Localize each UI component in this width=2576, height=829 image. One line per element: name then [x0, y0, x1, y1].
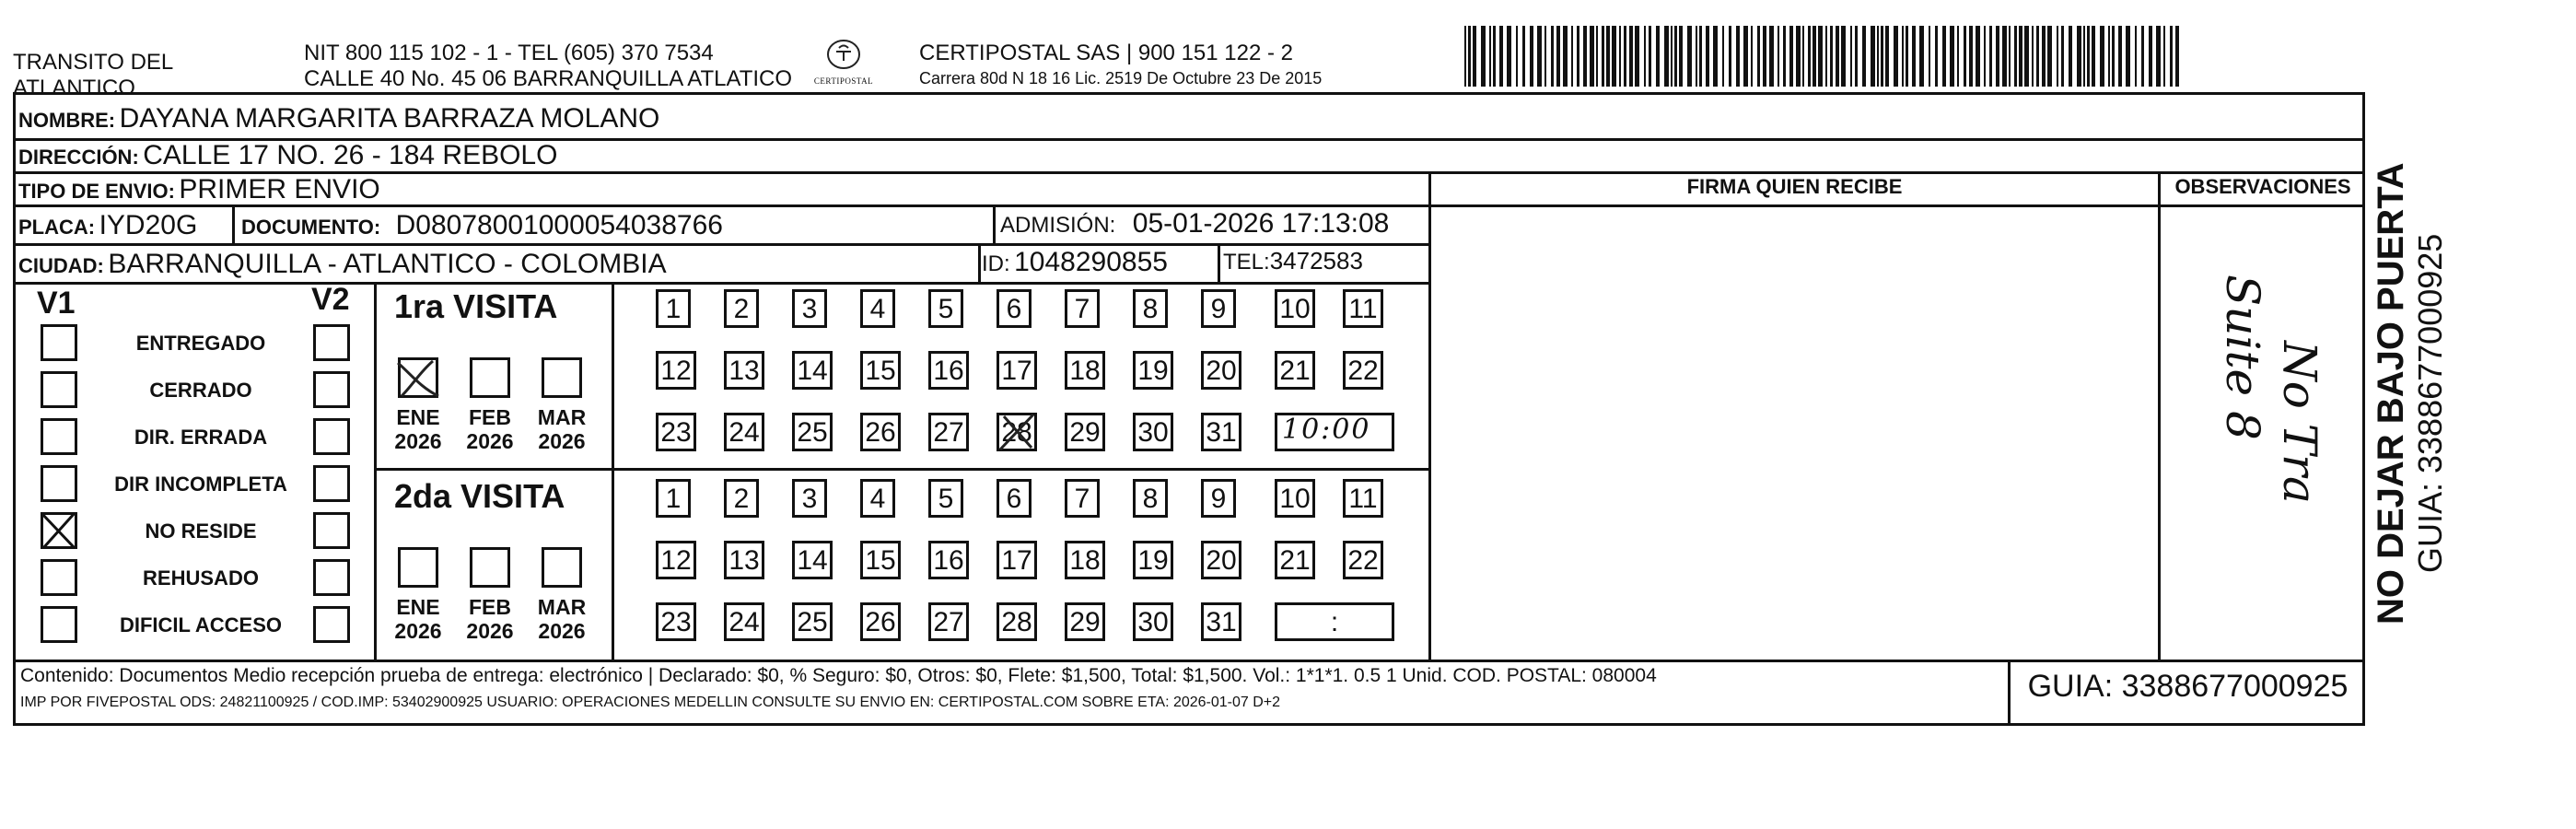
day-box[interactable]: 14: [792, 351, 833, 390]
day-box[interactable]: 5: [928, 479, 963, 518]
barcode-bar: [1950, 26, 1954, 87]
v1-checkbox[interactable]: [41, 371, 77, 408]
barcode-bar: [2141, 26, 2144, 87]
barcode-bar: [1862, 26, 1866, 87]
barcode-bar: [1674, 26, 1677, 87]
barcode-bar: [1493, 26, 1496, 87]
day-box[interactable]: 1: [656, 289, 691, 328]
barcode-bar: [1881, 26, 1883, 87]
barcode-bar: [2112, 26, 2115, 87]
documento-cell: [241, 210, 723, 241]
no-dejar-bajo-puerta: NO DEJAR BAJO PUERTA: [2371, 162, 2411, 625]
v1-checkbox[interactable]: [41, 324, 77, 361]
day-box[interactable]: 18: [1065, 541, 1105, 579]
barcode-bar: [1912, 26, 1916, 87]
barcode-bar: [1743, 26, 1748, 87]
v1-header: V1: [37, 286, 76, 321]
day-box[interactable]: 4: [860, 479, 895, 518]
barcode-bar: [2163, 26, 2165, 87]
barcode-bar: [1619, 26, 1621, 87]
barcode-bar: [1969, 26, 1973, 87]
day-box[interactable]: 12: [656, 541, 696, 579]
barcode-bar: [2032, 26, 2034, 87]
v1-checkbox[interactable]: [41, 606, 77, 643]
barcode-bar: [1537, 26, 1542, 87]
admision-value: 05-01-2026 17:13:08: [1132, 208, 1390, 239]
barcode-bar: [1902, 26, 1904, 87]
day-box[interactable]: 31: [1201, 602, 1241, 641]
barcode-bar: [1664, 26, 1669, 87]
barcode-bar: [1544, 26, 1546, 87]
documento-label: DOCUMENTO:: [241, 216, 381, 239]
barcode-bar: [1813, 26, 1816, 87]
id-label: ID:: [982, 251, 1010, 276]
barcode-bar: [1919, 26, 1924, 87]
day-box[interactable]: 2: [724, 289, 759, 328]
barcode-bar: [2149, 26, 2152, 87]
barcode-bar: [1699, 26, 1702, 87]
direccion-label: DIRECCIÓN:: [18, 146, 139, 169]
month-name: ENE: [396, 405, 440, 429]
day-box[interactable]: 9: [1201, 479, 1236, 518]
day-box[interactable]: 28: [997, 413, 1037, 451]
month-checkbox[interactable]: [542, 547, 582, 588]
day-box[interactable]: 22: [1343, 541, 1383, 579]
barcode-bar: [1629, 26, 1633, 87]
obs-handwrite-1: Suite 8: [2216, 274, 2269, 440]
status-label: NO RESIDE: [145, 520, 257, 543]
barcode-bar: [1877, 26, 1879, 87]
first-visit-title: 1ra VISITA: [394, 287, 558, 325]
day-box[interactable]: 29: [1065, 602, 1105, 641]
day-box[interactable]: 16: [928, 541, 969, 579]
direccion-row: [18, 140, 557, 171]
certipostal-logo-icon: [824, 37, 863, 72]
barcode-bar: [2170, 26, 2173, 87]
v1-checkbox[interactable]: [41, 512, 77, 549]
day-box[interactable]: 4: [860, 289, 895, 328]
day-box[interactable]: 24: [724, 602, 764, 641]
day-box[interactable]: 30: [1133, 602, 1173, 641]
barcode-bar: [2092, 26, 2095, 87]
month-year: 2026: [466, 619, 514, 643]
month-checkbox[interactable]: [542, 357, 582, 398]
barcode-bar: [1590, 26, 1594, 87]
barcode-bar: [1850, 26, 1852, 87]
id-value: 1048290855: [1014, 247, 1168, 277]
status-label: DIFICIL ACCESO: [119, 613, 282, 636]
barcode-bar: [1830, 26, 1833, 87]
day-box[interactable]: 6: [997, 479, 1032, 518]
barcode-bar: [1596, 26, 1598, 87]
handwritten-strike-28: [998, 411, 1035, 453]
org-line-1: TRANSITO DEL: [13, 50, 174, 75]
nit-line: NIT 800 115 102 - 1 - TEL (605) 370 7534: [304, 41, 714, 65]
v1-checkbox[interactable]: [41, 559, 77, 596]
month-year: 2026: [394, 619, 442, 643]
barcode-bar: [2036, 26, 2039, 87]
v2-checkbox[interactable]: [313, 465, 350, 502]
month-label: [534, 405, 589, 453]
barcode-bar: [1606, 26, 1610, 87]
barcode-bar: [1649, 26, 1651, 87]
month-name: ENE: [396, 595, 440, 619]
day-box[interactable]: 31: [1201, 413, 1241, 451]
barcode-bar: [1996, 26, 1999, 87]
month-year: 2026: [466, 429, 514, 453]
barcode-bar: [1841, 26, 1846, 87]
day-box[interactable]: 17: [997, 351, 1037, 390]
month-name: FEB: [469, 405, 511, 429]
status-label: DIR. ERRADA: [134, 426, 268, 449]
day-box[interactable]: 15: [860, 541, 901, 579]
tel-label: TEL:: [1223, 250, 1270, 274]
day-box[interactable]: 16: [928, 351, 969, 390]
barcode-bar: [1530, 26, 1533, 87]
barcode-bar: [1583, 26, 1587, 87]
day-box[interactable]: 6: [997, 289, 1032, 328]
day-box[interactable]: 26: [860, 413, 901, 451]
day-box[interactable]: 19: [1133, 541, 1173, 579]
admision-cell: [1000, 208, 1389, 239]
handwritten-time-first: 10:00: [1282, 414, 1371, 446]
day-box[interactable]: 12: [656, 351, 696, 390]
nombre-row: [18, 103, 659, 134]
imp-line: IMP POR FIVEPOSTAL ODS: 24821100925 / COD.IMP: 53402900925 USUARIO: OPERACIONES MEDELLIN CONSULTE SU ENVIO EN: CERTIPOSTAL.COM SOBRE ETA: 2026-01-07 D+2: [20, 695, 1281, 710]
day-box[interactable]: 28: [997, 602, 1037, 641]
org-contact: [304, 41, 792, 92]
barcode-bar: [2061, 26, 2064, 87]
v2-header: V2: [311, 282, 350, 317]
barcode-bar: [1563, 26, 1568, 87]
month-year: 2026: [394, 429, 442, 453]
barcode-bar: [1612, 26, 1616, 87]
barcode-bar: [1687, 26, 1692, 87]
barcode-bar: [1624, 26, 1626, 87]
barcode-bar: [2156, 26, 2161, 87]
day-box[interactable]: 10: [1275, 479, 1315, 518]
v2-checkbox[interactable]: [313, 512, 350, 549]
day-box[interactable]: 20: [1201, 541, 1241, 579]
v2-checkbox[interactable]: [313, 371, 350, 408]
barcode-bar: [1855, 26, 1858, 87]
day-box[interactable]: 10: [1275, 289, 1315, 328]
barcode-bar: [1671, 26, 1673, 87]
barcode-bar: [1976, 26, 1980, 87]
barcode-bar: [1489, 26, 1491, 87]
org-line-2: ATLANTICO: [13, 76, 135, 100]
status-label: DIR INCOMPLETA: [114, 473, 287, 496]
day-box[interactable]: 19: [1133, 351, 1173, 390]
status-label: ENTREGADO: [135, 332, 266, 355]
tel-cell: [1223, 247, 1363, 275]
company-info: [919, 41, 1322, 90]
month-checkbox[interactable]: [470, 357, 510, 398]
day-box[interactable]: 11: [1343, 289, 1383, 328]
barcode-bar: [1522, 26, 1525, 87]
day-box[interactable]: 13: [724, 351, 764, 390]
month-name: MAR: [537, 405, 587, 429]
month-name: MAR: [537, 595, 587, 619]
barcode-bar: [1818, 26, 1823, 87]
ciudad-label: CIUDAD:: [18, 254, 104, 277]
day-box[interactable]: 27: [928, 413, 969, 451]
day-box[interactable]: 11: [1343, 479, 1383, 518]
barcode-bar: [1706, 26, 1709, 87]
month-label: [534, 595, 589, 643]
barcode-bar: [1808, 26, 1811, 87]
company-line: CERTIPOSTAL SAS | 900 151 122 - 2: [919, 41, 1293, 65]
barcode-bar: [1906, 26, 1908, 87]
day-box[interactable]: 22: [1343, 351, 1383, 390]
day-box[interactable]: 25: [792, 602, 833, 641]
ciudad-cell: [18, 249, 667, 280]
day-box[interactable]: 15: [860, 351, 901, 390]
v2-checkbox[interactable]: [313, 606, 350, 643]
day-box[interactable]: 27: [928, 602, 969, 641]
day-box[interactable]: 23: [656, 413, 696, 451]
tipo-envio-label: TIPO DE ENVIO:: [18, 180, 175, 203]
guia-footer: GUIA: 3388677000925: [2027, 669, 2349, 704]
v1-checkbox[interactable]: [41, 418, 77, 455]
barcode-bar: [1871, 26, 1875, 87]
day-box[interactable]: 7: [1065, 289, 1100, 328]
barcode-bar: [2019, 26, 2022, 87]
barcode-bar: [2002, 26, 2007, 87]
v1-check-mark-icon: [38, 508, 93, 552]
time-box[interactable]: :: [1275, 602, 1394, 641]
observaciones-header: OBSERVACIONES: [2174, 175, 2351, 198]
v2-checkbox[interactable]: [313, 559, 350, 596]
barcode-bar: [2175, 26, 2179, 87]
barcode-bar: [1984, 26, 1986, 87]
status-label: CERRADO: [149, 379, 252, 402]
handwritten-check-ene: [392, 356, 448, 402]
admision-label: ADMISIÓN:: [1000, 213, 1116, 238]
second-visit-title: 2da VISITA: [394, 477, 565, 515]
address-line: CALLE 40 No. 45 06 BARRANQUILLA ATLATICO: [304, 66, 793, 91]
tipo-envio-row: [18, 174, 380, 205]
barcode-bar: [2077, 26, 2081, 87]
month-checkbox[interactable]: [398, 547, 438, 588]
barcode-bar: [2108, 26, 2110, 87]
month-name: FEB: [469, 595, 511, 619]
barcode-bar: [2069, 26, 2072, 87]
barcode-bar: [1929, 26, 1930, 87]
barcode-bar: [1825, 26, 1827, 87]
barcode-bar: [2126, 26, 2130, 87]
barcode-bar: [2024, 26, 2029, 87]
barcode-bar: [1736, 26, 1740, 87]
placa-cell: [18, 210, 197, 241]
day-box[interactable]: 5: [928, 289, 963, 328]
firma-header: FIRMA QUIEN RECIBE: [1686, 175, 1903, 198]
barcode-bar: [1935, 26, 1938, 87]
barcode-bar: [1507, 26, 1511, 87]
day-box[interactable]: 1: [656, 479, 691, 518]
barcode-bar: [1942, 26, 1946, 87]
barcode-bar: [2057, 26, 2058, 87]
observaciones-ink: [2179, 267, 2326, 636]
barcode-bar: [1679, 26, 1683, 87]
barcode-bar: [1789, 26, 1793, 87]
barcode-bar: [1571, 26, 1573, 87]
documento-value: D08078001000054038766: [395, 210, 723, 240]
barcode-bar: [1783, 26, 1786, 87]
barcode-bar: [1751, 26, 1753, 87]
barcode-bar: [2087, 26, 2090, 87]
day-box[interactable]: 25: [792, 413, 833, 451]
nombre-label: NOMBRE:: [18, 109, 116, 132]
barcode-bar: [1894, 26, 1898, 87]
barcode-bar: [1885, 26, 1889, 87]
month-year: 2026: [538, 619, 586, 643]
barcode-bar: [1551, 26, 1554, 87]
barcode-bar: [2135, 26, 2137, 87]
id-cell: [982, 247, 1168, 278]
day-box[interactable]: 21: [1275, 541, 1315, 579]
month-label: [462, 595, 518, 643]
day-box[interactable]: 30: [1133, 413, 1173, 451]
month-label: [462, 405, 518, 453]
ciudad-value: BARRANQUILLA - ATLANTICO - COLOMBIA: [108, 249, 667, 279]
barcode-bar: [1464, 26, 1466, 87]
barcode-bar: [1481, 26, 1486, 87]
obs-handwrite-2: No Tra: [2273, 341, 2326, 504]
day-box[interactable]: 29: [1065, 413, 1105, 451]
barcode-bar: [1796, 26, 1801, 87]
day-box[interactable]: 7: [1065, 479, 1100, 518]
day-box[interactable]: 8: [1133, 289, 1168, 328]
tipo-envio-value: PRIMER ENVIO: [179, 174, 380, 204]
barcode-bar: [1778, 26, 1779, 87]
barcode-bar: [1763, 26, 1766, 87]
barcode-bar: [1722, 26, 1724, 87]
placa-value: IYD20G: [99, 210, 198, 240]
barcode-bar: [1556, 26, 1560, 87]
barcode-bar: [1635, 26, 1639, 87]
barcode-bar: [1836, 26, 1839, 87]
barcode-bar: [2047, 26, 2052, 87]
day-box[interactable]: 18: [1065, 351, 1105, 390]
day-box[interactable]: 24: [724, 413, 764, 451]
barcode-bar: [2014, 26, 2017, 87]
certipostal-logo: [807, 37, 880, 86]
barcode-bar: [2083, 26, 2085, 87]
barcode-bar: [1989, 26, 1992, 87]
placa-label: PLACA:: [18, 216, 96, 239]
barcode-bar: [1656, 26, 1660, 87]
day-box[interactable]: 3: [792, 289, 827, 328]
month-year: 2026: [538, 429, 586, 453]
month-checkbox[interactable]: [470, 547, 510, 588]
v2-checkbox[interactable]: [313, 324, 350, 361]
month-label: [390, 595, 446, 643]
day-box[interactable]: 3: [792, 479, 827, 518]
direccion-value: CALLE 17 NO. 26 - 184 REBOLO: [143, 140, 558, 170]
barcode-bar: [1602, 26, 1604, 87]
logo-caption: CERTIPOSTAL: [813, 76, 874, 86]
barcode: [1464, 26, 2183, 87]
day-box[interactable]: 8: [1133, 479, 1168, 518]
barcode-bar: [1468, 26, 1471, 87]
contenido-line: Contenido: Documentos Medio recepción prueba de entrega: electrónico | Declarado: $0, % Seguro: $0, Otros: $0, Flete: $1,500, Total: $1,500. Vol.: 1*1*1. 0.5 1 Unid. COD. POSTAL: 080004: [20, 665, 1657, 686]
v1-checkbox[interactable]: [41, 465, 77, 502]
barcode-bar: [1957, 26, 1959, 87]
barcode-bar: [2118, 26, 2122, 87]
barcode-bar: [2100, 26, 2104, 87]
barcode-bar: [1499, 26, 1503, 87]
day-box[interactable]: 14: [792, 541, 833, 579]
day-box[interactable]: 23: [656, 602, 696, 641]
barcode-bar: [1729, 26, 1731, 87]
v2-checkbox[interactable]: [313, 418, 350, 455]
day-box[interactable]: 21: [1275, 351, 1315, 390]
day-box[interactable]: 17: [997, 541, 1037, 579]
day-box[interactable]: 26: [860, 602, 901, 641]
barcode-bar: [1696, 26, 1697, 87]
status-label: REHUSADO: [143, 566, 259, 590]
day-box[interactable]: 13: [724, 541, 764, 579]
day-box[interactable]: 20: [1201, 351, 1241, 390]
barcode-bar: [1802, 26, 1804, 87]
barcode-bar: [2042, 26, 2046, 87]
barcode-bar: [1577, 26, 1579, 87]
barcode-bar: [2009, 26, 2011, 87]
guia-vertical: GUIA: 3388677000925: [2411, 233, 2449, 573]
barcode-bar: [1644, 26, 1646, 87]
day-box[interactable]: 2: [724, 479, 759, 518]
day-box[interactable]: 9: [1201, 289, 1236, 328]
nombre-value: DAYANA MARGARITA BARRAZA MOLANO: [119, 103, 660, 134]
barcode-bar: [1516, 26, 1518, 87]
month-label: [390, 405, 446, 453]
barcode-bar: [1964, 26, 1966, 87]
barcode-bar: [1473, 26, 1476, 87]
barcode-bar: [1713, 26, 1718, 87]
tel-value: 3472583: [1269, 247, 1363, 274]
barcode-bar: [1757, 26, 1760, 87]
barcode-bar: [1769, 26, 1774, 87]
license-line: Carrera 80d N 18 16 Lic. 2519 De Octubre 23 De 2015: [919, 69, 1323, 88]
